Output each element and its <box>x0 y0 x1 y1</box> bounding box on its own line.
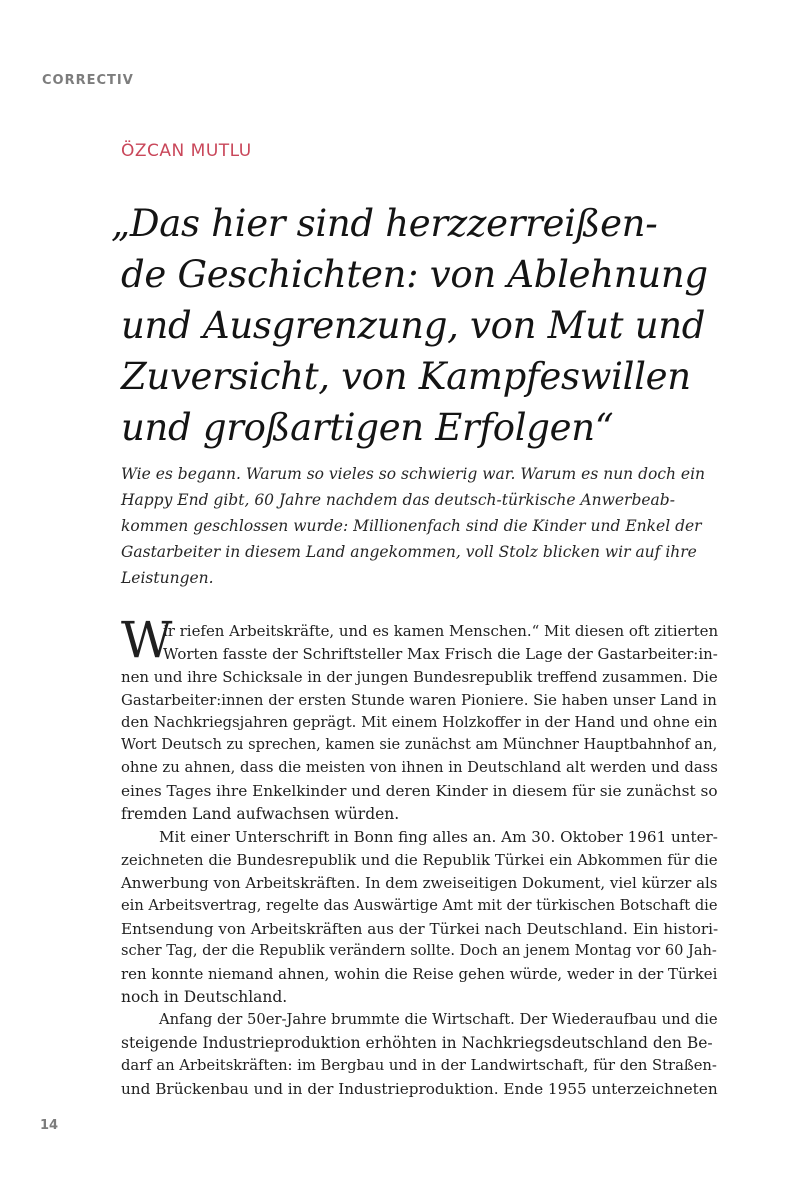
lede-line: Leistungen. <box>121 569 214 587</box>
body-line: Worten fasste der Schriftsteller Max Frisch die Lage der Gastarbeiter:in- <box>163 644 718 663</box>
body-line: zeichneten die Bundesrepublik und die Republik Türkei ein Abkommen für die <box>121 850 718 869</box>
body-line: fremden Land aufwachsen würden. <box>121 805 400 824</box>
article-lede <box>121 461 721 591</box>
author-name: ÖZCAN MUTLU <box>121 141 252 161</box>
article-body <box>121 620 721 1101</box>
body-line: ein Arbeitsvertrag, regelte das Auswärtige Amt mit der türkischen Botschaft die <box>121 896 718 914</box>
body-line: noch in Deutschland. <box>121 988 288 1007</box>
body-line: steigende Industrieproduktion erhöhten in Nachkriegsdeutschland den Be- <box>121 1034 713 1053</box>
body-line: darf an Arbeitskräften: im Bergbau und in der Landwirtschaft, für den Straßen- <box>121 1056 717 1074</box>
body-line: scher Tag, der die Republik verändern sollte. Doch an jenem Montag vor 60 Jah- <box>121 942 717 960</box>
headline-line: und großartigen Erfolgen“ <box>121 406 614 449</box>
body-line: Entsendung von Arbeitskräften aus der Türkei nach Deutschland. Ein histori- <box>121 919 719 938</box>
headline-line: de Geschichten: von Ablehnung <box>121 253 708 296</box>
body-line: ohne zu ahnen, dass die meisten von ihnen in Deutschland alt werden und dass <box>121 759 718 777</box>
body-line: nen und ihre Schicksale in der jungen Bundesrepublik treffend zusammen. Die <box>121 667 718 686</box>
lede-line: Happy End gibt, 60 Jahre nachdem das deutsch-türkische Anwerbeab- <box>121 491 675 509</box>
body-line: den Nachkriegsjahren geprägt. Mit einem Holzkoffer in der Hand und ohne ein <box>121 713 718 731</box>
headline-line: „Das hier sind herzzerreißen- <box>111 202 658 245</box>
body-line: ren konnte niemand ahnen, wohin die Reise gehen würde, weder in der Türkei <box>121 965 718 984</box>
body-line: Mit einer Unterschrift in Bonn fing alles an. Am 30. Oktober 1961 unter- <box>159 828 718 847</box>
body-line: Wort Deutsch zu sprechen, kamen sie zunächst am Münchner Hauptbahnhof an, <box>121 736 718 754</box>
lede-line: kommen geschlossen wurde: Millionenfach sind die Kinder und Enkel der <box>121 517 702 535</box>
page-number: 14 <box>40 1118 59 1133</box>
body-line: Anfang der 50er-Jahre brummte die Wirtschaft. Der Wiederaufbau und die <box>159 1011 718 1029</box>
headline-line: und Ausgrenzung, von Mut und <box>121 304 706 347</box>
lede-line: Wie es begann. Warum so vieles so schwierig war. Warum es nun doch ein <box>121 465 706 483</box>
lede-line: Gastarbeiter in diesem Land angekommen, voll Stolz blicken wir auf ihre <box>121 543 697 561</box>
headline-line: Zuversicht, von Kampfeswillen <box>121 355 691 398</box>
body-line: Anwerbung von Arbeitskräften. In dem zweiseitigen Dokument, viel kürzer als <box>121 873 718 892</box>
article-headline <box>111 198 761 453</box>
body-line: eines Tages ihre Enkelkinder und deren Kinder in diesem für sie zunächst so <box>121 782 718 801</box>
drop-cap: W <box>121 611 173 669</box>
body-line: Gastarbeiter:innen der ersten Stunde waren Pioniere. Sie haben unser Land in <box>121 690 717 709</box>
body-line: ir riefen Arbeitskräfte, und es kamen Menschen.“ Mit diesen oft zitierten <box>163 622 719 640</box>
publication-brand: CORRECTIV <box>42 73 134 88</box>
body-line: und Brückenbau und in der Industrieproduktion. Ende 1955 unterzeichneten <box>121 1079 718 1098</box>
